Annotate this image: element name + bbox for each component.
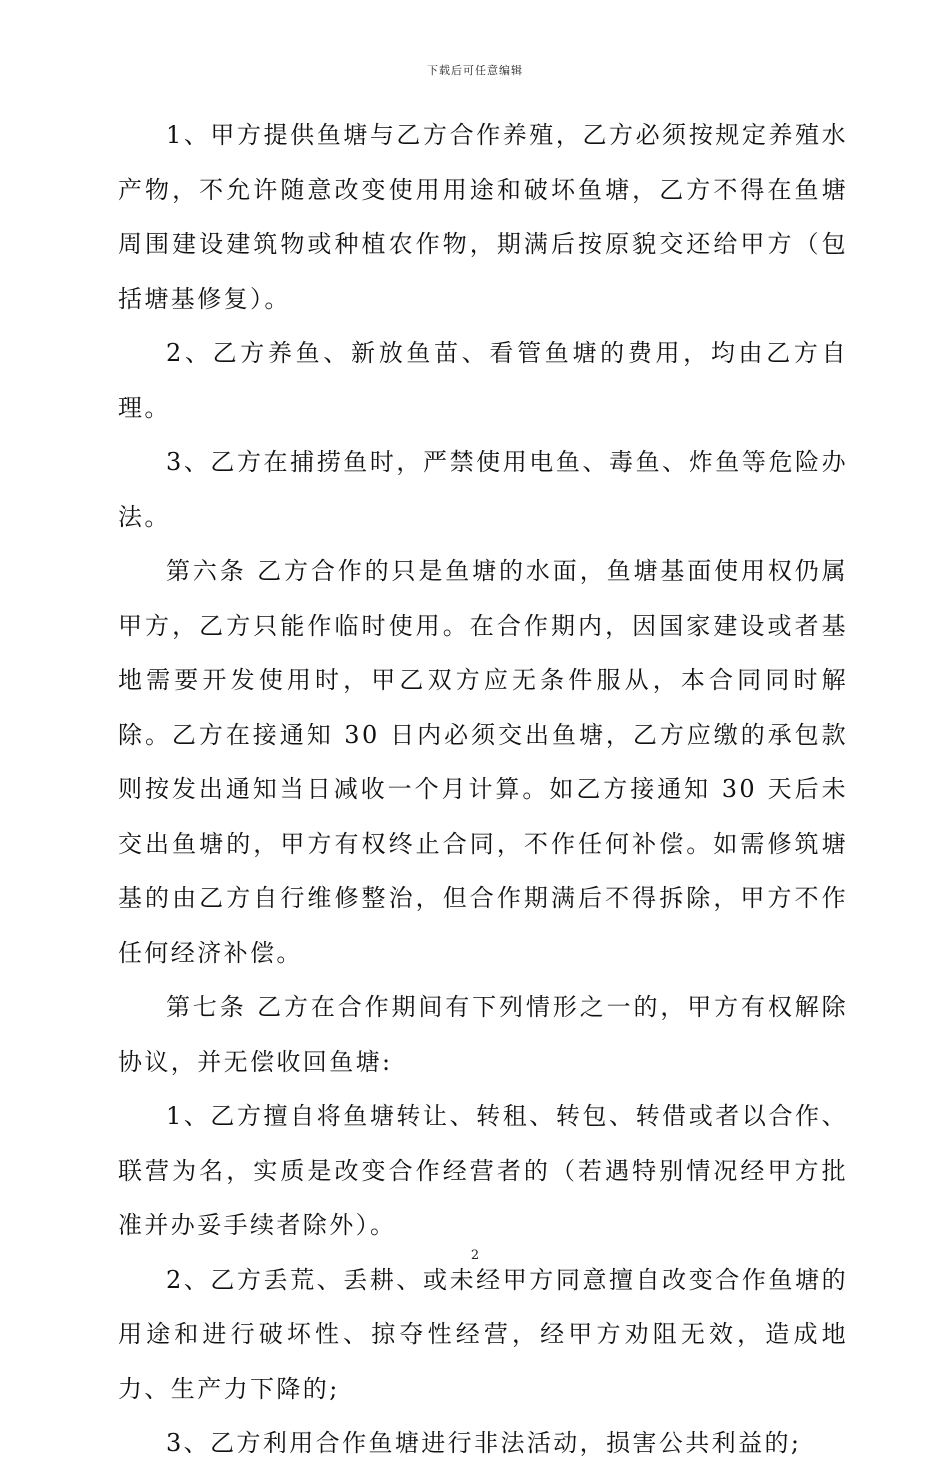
paragraph-article-7-item-2: 2、乙方丢荒、丢耕、或未经甲方同意擅自改变合作鱼塘的用途和进行破坏性、掠夺性经营，经甲方劝阻无效，造成地力、生产力下降的; xyxy=(118,1265,848,1403)
paragraph-article-7-item-3: 3、乙方利用合作鱼塘进行非法活动，损害公共利益的; xyxy=(166,1429,802,1457)
document-body xyxy=(118,108,848,1471)
paragraph-article-7-item-1: 1、乙方擅自将鱼塘转让、转租、转包、转借或者以合作、联营为名，实质是改变合作经营者的（若遇特别情况经甲方批准并办妥手续者除外）。 xyxy=(118,1102,848,1239)
paragraph-article-7: 第七条 乙方在合作期间有下列情形之一的，甲方有权解除协议，并无偿收回鱼塘: xyxy=(118,993,848,1076)
header-note: 下载后可任意编辑 xyxy=(427,64,523,77)
paragraph-clause-5-item-2: 2、乙方养鱼、新放鱼苗、看管鱼塘的费用，均由乙方自理。 xyxy=(118,339,848,422)
paragraph-article-6: 第六条 乙方合作的只是鱼塘的水面，鱼塘基面使用权仍属甲方，乙方只能作临时使用。在合作期内，因国家建设或者基地需要开发使用时，甲乙双方应无条件服从，本合同同时解除。乙方在接通知 30 日内必须交出鱼塘，乙方应缴的承包款则按发出通知当日减收一个月计算。如乙方接通知 30 天后未交出鱼塘的，甲方有权终止合同，不作任何补偿。如需修筑塘基的由乙方自行维修整治，但合作期满后不得拆除，甲方不作任何经济补偿。 xyxy=(118,557,848,967)
paragraph-clause-5-item-3: 3、乙方在捕捞鱼时，严禁使用电鱼、毒鱼、炸鱼等危险办法。 xyxy=(118,448,848,531)
paragraph-clause-5-item-1: 1、甲方提供鱼塘与乙方合作养殖，乙方必须按规定养殖水产物，不允许随意改变使用用途和破坏鱼塘，乙方不得在鱼塘周围建设建筑物或种植农作物，期满后按原貌交还给甲方（包括塘基修复）。 xyxy=(118,121,848,313)
page-number: 2 xyxy=(470,1248,480,1263)
